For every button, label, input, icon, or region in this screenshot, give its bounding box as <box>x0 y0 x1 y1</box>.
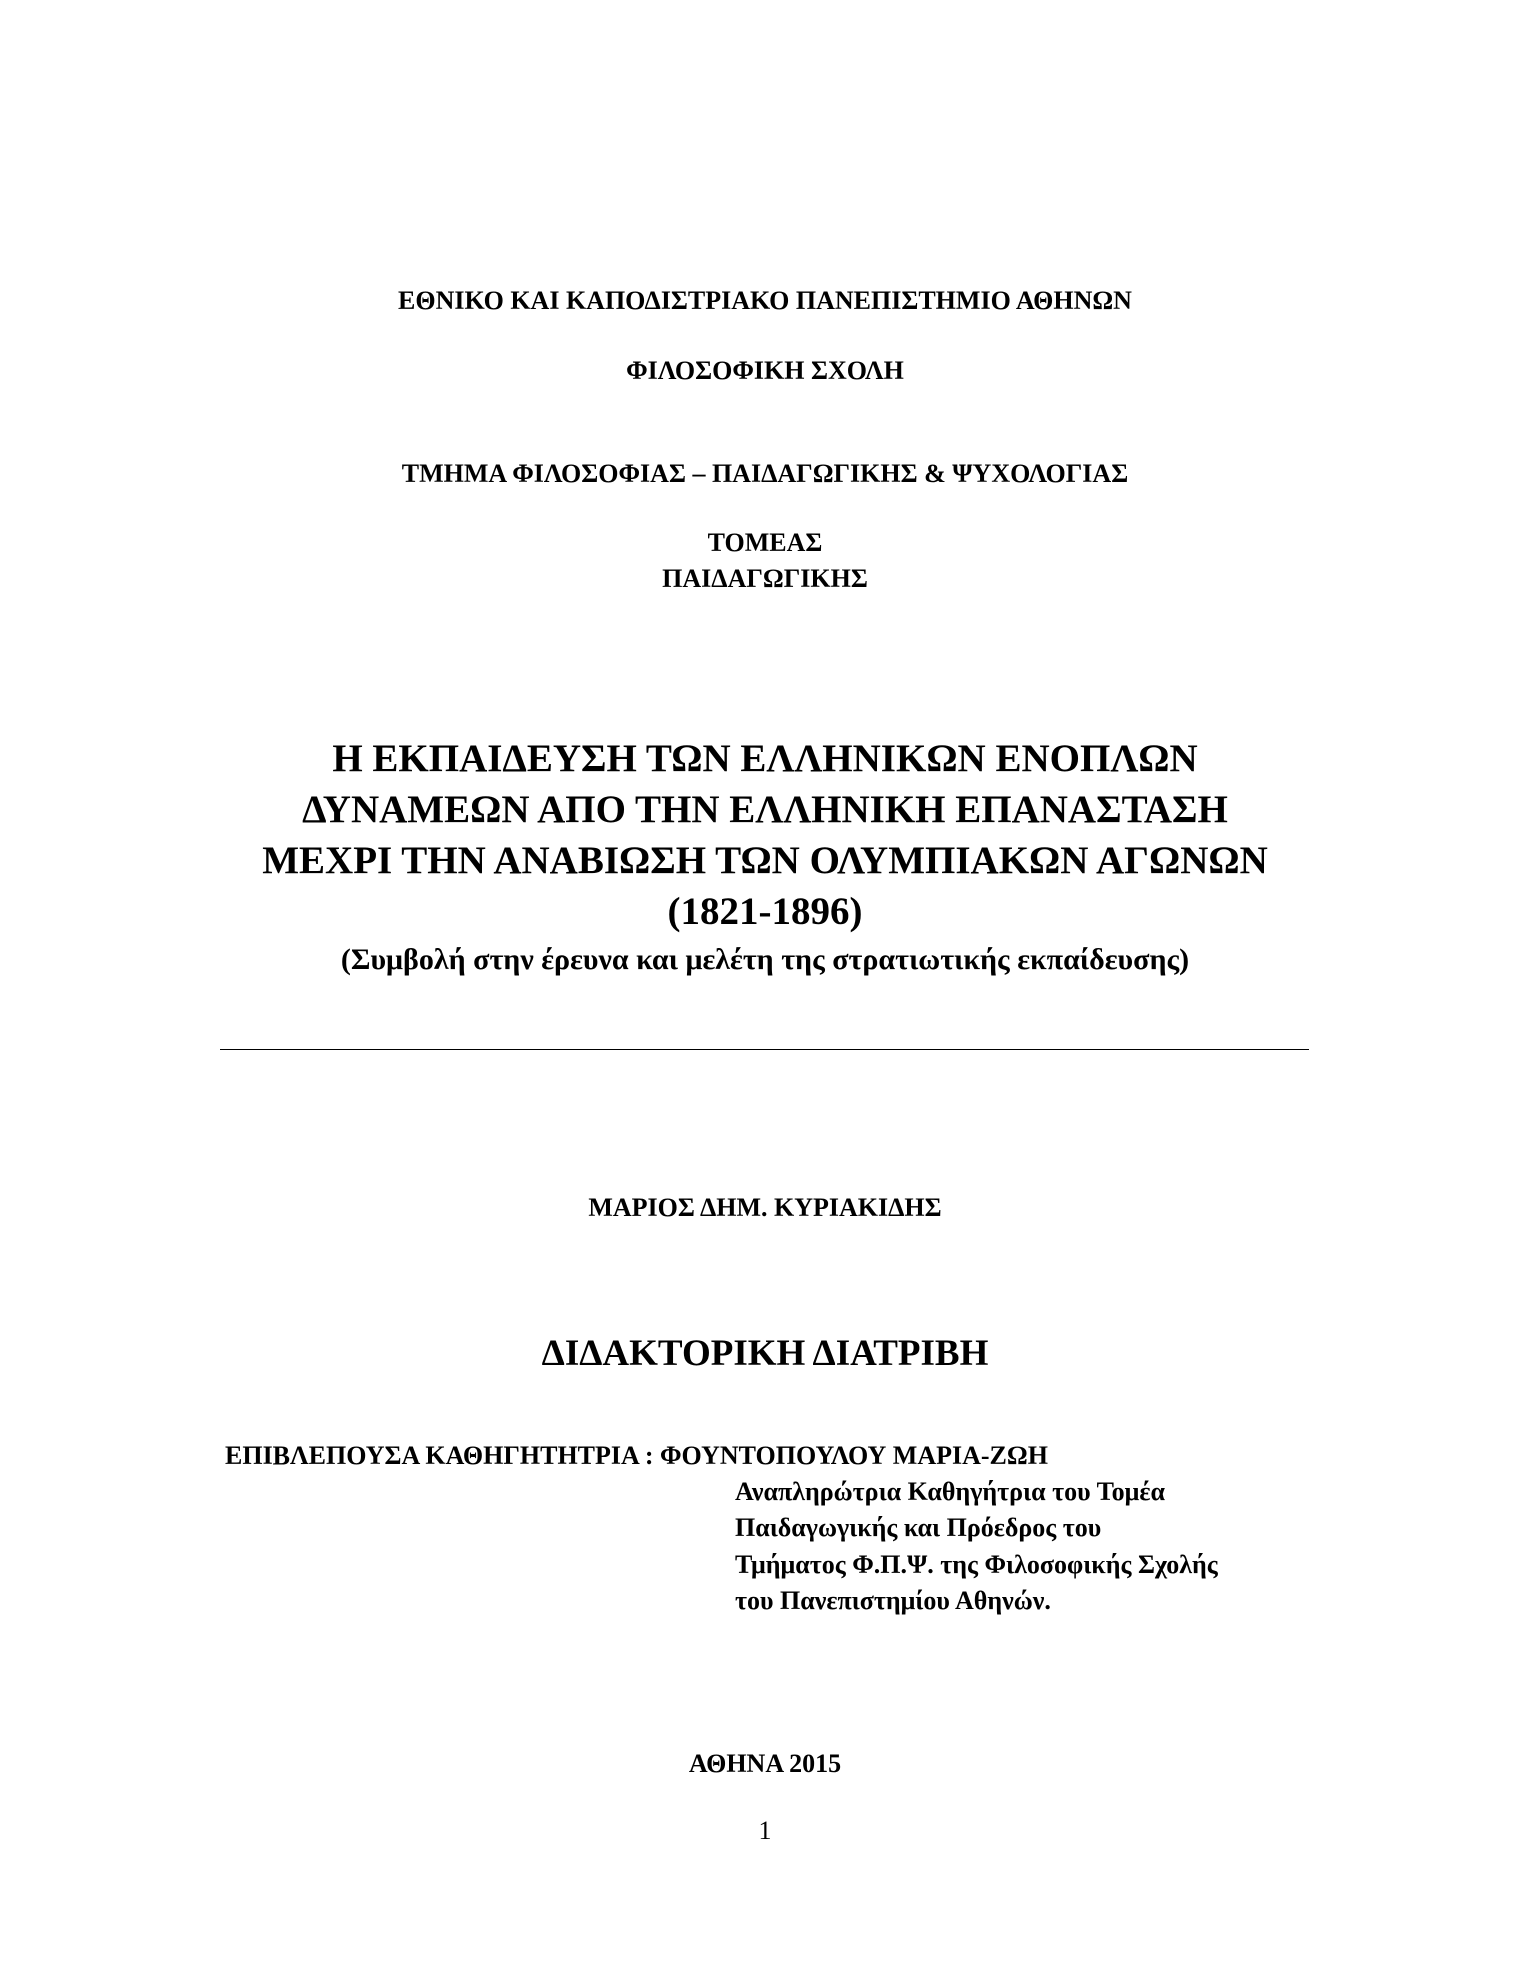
city-year: ΑΘΗΝΑ 2015 <box>688 1749 842 1778</box>
page-number: 1 <box>758 1816 772 1845</box>
thesis-title-line-2: ΔΥΝΑΜΕΩΝ ΑΠΟ ΤΗΝ ΕΛΛΗΝΙΚΗ ΕΠΑΝΑΣΤΑΣΗ <box>302 788 1228 831</box>
thesis-subtitle: (Συμβολή στην έρευνα και μελέτη της στρατιωτικής εκπαίδευσης) <box>340 943 1190 976</box>
thesis-title-line-1: Η ΕΚΠΑΙΔΕΥΣΗ ΤΩΝ ΕΛΛΗΝΙΚΩΝ ΕΝΟΠΛΩΝ <box>332 737 1198 780</box>
thesis-title-years: (1821-1896) <box>667 890 863 933</box>
supervisor-label: ΕΠΙΒΛΕΠΟΥΣΑ ΚΑΘΗΓΗΤΗΤΡΙΑ : ΦΟΥΝΤΟΠΟΥΛΟΥ ΜΑΡΙΑ-ΖΩΗ <box>225 1441 1048 1470</box>
supervisor-title-line-4: του Πανεπιστημίου Αθηνών. <box>735 1586 1051 1615</box>
university-name: ΕΘΝΙΚΟ ΚΑΙ ΚΑΠΟΔΙΣΤΡΙΑΚΟ ΠΑΝΕΠΙΣΤΗΜΙΟ ΑΘΗΝΩΝ <box>398 286 1132 315</box>
supervisor-title-line-2: Παιδαγωγικής και Πρόεδρος του <box>735 1513 1102 1542</box>
sector-label: ΤΟΜΕΑΣ <box>707 528 823 557</box>
supervisor-title-line-1: Αναπληρώτρια Καθηγήτρια του Τομέα <box>735 1477 1165 1506</box>
thesis-title-line-3: ΜΕΧΡΙ ΤΗΝ ΑΝΑΒΙΩΣΗ ΤΩΝ ΟΛΥΜΠΙΑΚΩΝ ΑΓΩΝΩΝ <box>262 839 1268 882</box>
horizontal-rule <box>220 1049 1309 1050</box>
degree-title: ΔΙΔΑΚΤΟΡΙΚΗ ΔΙΑΤΡΙΒΗ <box>541 1333 989 1374</box>
school-name: ΦΙΛΟΣΟΦΙΚΗ ΣΧΟΛΗ <box>626 356 904 385</box>
sector-name: ΠΑΙΔΑΓΩΓΙΚΗΣ <box>662 564 868 593</box>
author-name: ΜΑΡΙΟΣ ΔΗΜ. ΚΥΡΙΑΚΙΔΗΣ <box>588 1193 942 1222</box>
department-name: ΤΜΗΜΑ ΦΙΛΟΣΟΦΙΑΣ – ΠΑΙΔΑΓΩΓΙΚΗΣ & ΨΥΧΟΛΟΓΙΑΣ <box>401 459 1129 488</box>
supervisor-title-line-3: Τμήματος Φ.Π.Ψ. της Φιλοσοφικής Σχολής <box>735 1550 1218 1579</box>
